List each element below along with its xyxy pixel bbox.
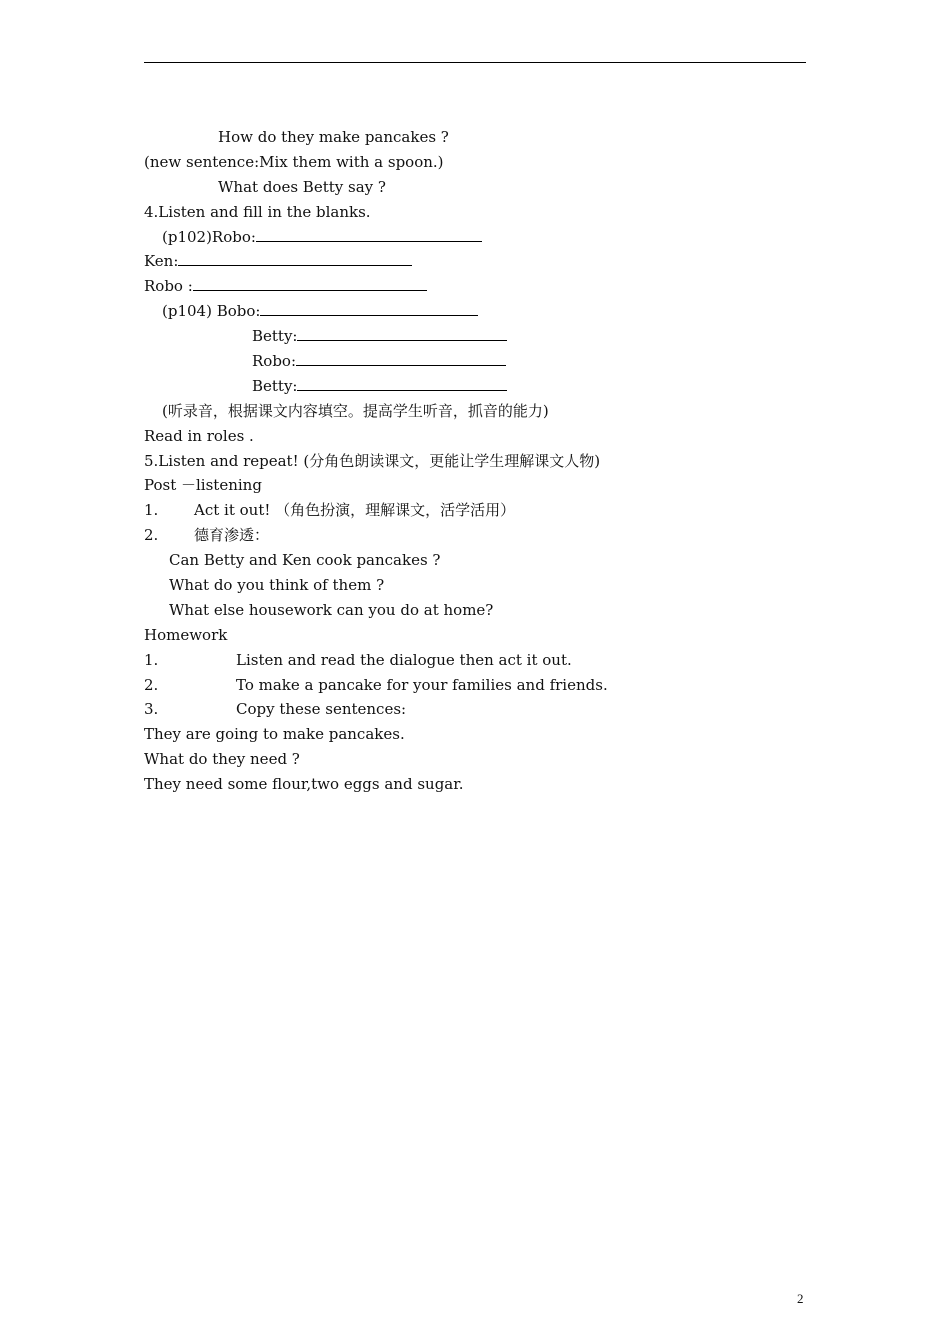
fill-blank-row [144,324,804,349]
fill-blank-row [144,249,804,274]
copy-sentence: What do they need ? [144,750,300,769]
text-line [144,772,804,797]
answer-blank[interactable] [260,300,478,316]
page-number: 2 [797,1291,804,1306]
copy-sentence: They need some flour,two eggs and sugar. [144,775,464,794]
homework-heading: Homework [144,625,228,644]
numbered-item [144,697,804,722]
moral-question: Can Betty and Ken cook pancakes ? [169,551,441,570]
answer-blank[interactable] [296,350,506,366]
item-number: 1. [144,501,159,520]
step-4-heading: 4.Listen and fill in the blanks. [144,202,371,221]
blank-label: Robo: [252,352,297,371]
moral-question: What else housework can you do at home? [169,600,494,619]
answer-blank[interactable] [193,275,427,291]
text-line [144,722,804,747]
answer-blank[interactable] [297,325,507,341]
item-text: To make a pancake for your families and friends. [236,675,608,694]
item-text: Listen and read the dialogue then act it out. [236,650,572,669]
blank-label: (p104) Bobo: [162,302,261,321]
numbered-item [144,523,804,548]
text-line [144,598,804,623]
text-line [144,449,804,474]
fill-blank-row [144,374,804,399]
read-in-roles: Read in roles . [144,426,254,445]
question-betty-say: What does Betty say ? [218,177,386,196]
answer-blank[interactable] [256,226,482,242]
step-5-heading: 5.Listen and repeat! (分角色朗读课文，更能让学生理解课文人物) [144,451,601,470]
header-rule [144,62,806,63]
blank-label: (p102)Robo: [162,227,256,246]
moral-question: What do you think of them ? [169,576,385,595]
blank-label: Betty: [252,376,298,395]
item-number: 3. [144,700,159,719]
fill-blank-row [144,225,804,250]
copy-sentence: They are going to make pancakes. [144,725,405,744]
numbered-item [144,498,804,523]
text-line [144,473,804,498]
text-line [144,747,804,772]
item-text: 德育渗透： [194,526,270,545]
text-line [144,573,804,598]
text-line [144,424,804,449]
fill-blank-row [144,274,804,299]
new-sentence-note: (new sentence:Mix them with a spoon.) [144,152,444,171]
text-line [144,150,804,175]
blank-label: Robo : [144,277,193,296]
blank-label: Ken: [144,252,179,271]
text-line [144,548,804,573]
item-number: 1. [144,650,159,669]
blank-label: Betty: [252,327,298,346]
item-text: Act it out! （角色扮演，理解课文，活学活用） [194,501,516,520]
item-number: 2. [144,526,159,545]
text-line [144,399,804,424]
text-line [144,175,804,200]
numbered-item [144,648,804,673]
listening-note: (听录音，根据课文内容填空。提高学生听音，抓音的能力) [162,401,549,420]
numbered-item [144,673,804,698]
answer-blank[interactable] [178,250,412,266]
answer-blank[interactable] [297,375,507,391]
text-line [144,623,804,648]
question-make-pancakes: How do they make pancakes ? [218,128,449,146]
post-listening-heading: Post －listening [144,476,262,495]
item-text: Copy these sentences: [236,700,407,719]
text-line [144,200,804,225]
text-line [144,125,804,150]
fill-blank-row [144,299,804,324]
fill-blank-row [144,349,804,374]
document-body [144,125,804,797]
item-number: 2. [144,675,159,694]
